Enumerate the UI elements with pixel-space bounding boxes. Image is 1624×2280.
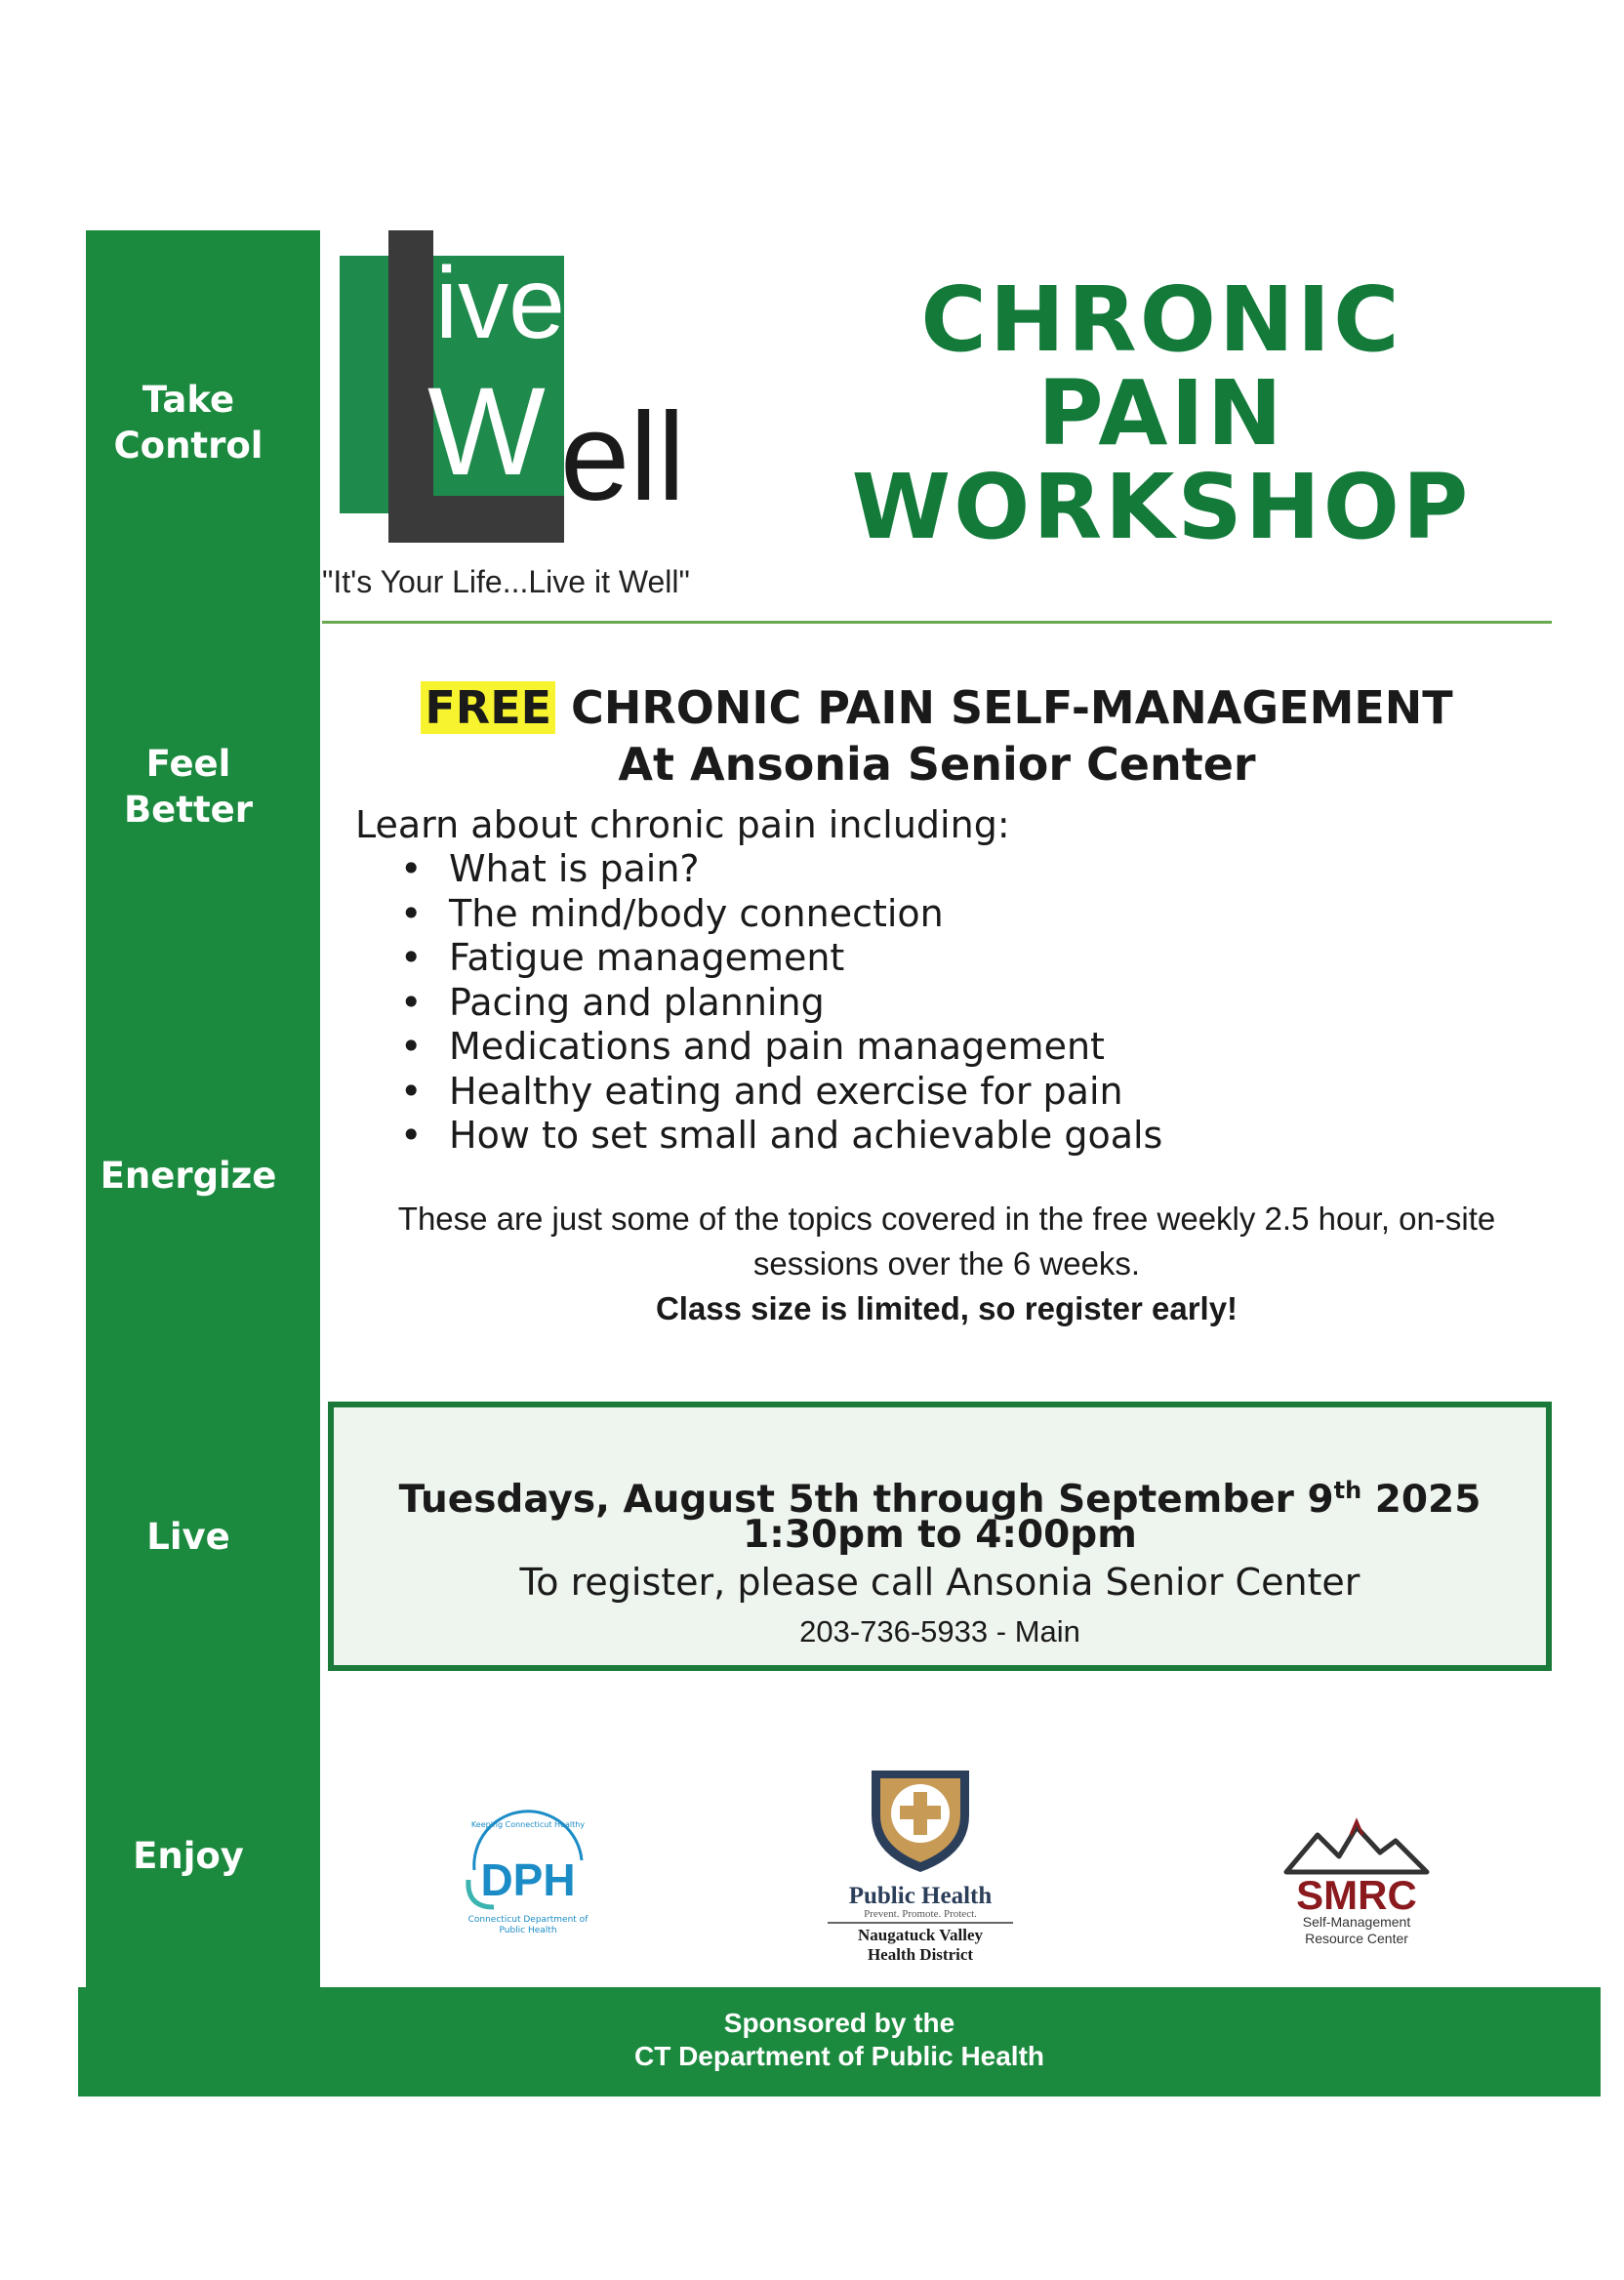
schedule-dates: Tuesdays, August 5th through September 9th 2025	[398, 1477, 1482, 1522]
dph-logo: Keeping Connecticut Healthy DPH Connecticut Department of Public Health	[455, 1810, 601, 1946]
sidebar-word-live: Live	[146, 1516, 230, 1558]
list-item: • How to set small and achievable goals	[400, 1114, 1163, 1157]
list-item: • Medications and pain management	[400, 1025, 1105, 1068]
svg-text:Public Health: Public Health	[848, 1883, 993, 1909]
footer-line-2: CT Department of Public Health	[633, 2041, 1045, 2071]
svg-text:W: W	[427, 362, 546, 502]
svg-text:Health District: Health District	[867, 1945, 974, 1964]
bullet-icon: •	[400, 847, 423, 890]
svg-text:Naugatuck Valley: Naugatuck Valley	[858, 1926, 983, 1944]
title-line-1: CHRONIC	[920, 267, 1402, 372]
list-item: • The mind/body connection	[400, 891, 944, 935]
logo-tagline: "It's Your Life...Live it Well"	[322, 564, 690, 599]
location-line: At Ansonia Senior Center	[618, 738, 1256, 791]
description-paragraph: These are just some of the topics covered in the free weekly 2.5 hour, on-site sessions over the 6 weeks. Class size is limited, so register early!	[332, 1197, 1562, 1331]
svg-text:Self-Management: Self-Management	[1302, 1914, 1411, 1930]
naugatuck-valley-health-district-logo	[818, 1757, 1023, 1972]
schedule-box	[328, 1402, 1552, 1671]
svg-text:SMRC: SMRC	[1296, 1872, 1417, 1918]
list-item: • Pacing and planning	[400, 980, 825, 1024]
live-well-logo	[338, 230, 709, 543]
list-item: • What is pain?	[400, 847, 700, 890]
bullet-icon: •	[400, 936, 423, 979]
free-highlight: FREE	[421, 681, 555, 734]
divider	[322, 621, 1552, 624]
svg-text:Keeping Connecticut Healthy: Keeping Connecticut Healthy	[470, 1820, 586, 1829]
sidebar-word-take-control: Take Control	[113, 379, 264, 467]
sidebar-word-feel-better: Feel Better	[123, 743, 253, 831]
bullet-icon: •	[400, 980, 423, 1024]
bullet-icon: •	[400, 1114, 423, 1157]
register-instructions: To register, please call Ansonia Senior Center	[519, 1561, 1360, 1604]
bullet-icon: •	[400, 1069, 423, 1113]
sidebar-word-energize: Energize	[100, 1155, 277, 1197]
subheading	[322, 679, 1552, 793]
smrc-logo	[1279, 1813, 1435, 1950]
register-early-note: Class size is limited, so register early!	[655, 1290, 1238, 1326]
phone-number: 203-736-5933 - Main	[799, 1614, 1080, 1649]
title-line-2: PAIN	[1037, 361, 1285, 466]
subheading-text: CHRONIC PAIN SELF-MANAGEMENT	[555, 681, 1453, 734]
bullet-icon: •	[400, 891, 423, 935]
intro-text: Learn about chronic pain including:	[355, 803, 1010, 846]
svg-text:DPH: DPH	[480, 1854, 576, 1905]
bullet-icon: •	[400, 1025, 423, 1068]
svg-text:ive: ive	[435, 247, 565, 360]
page-title	[761, 267, 1562, 559]
sponsor-footer	[78, 1987, 1601, 2097]
list-item: • Fatigue management	[400, 936, 845, 979]
sidebar-word-enjoy: Enjoy	[133, 1835, 244, 1877]
topics-list	[400, 847, 1162, 1159]
svg-text:Prevent. Promote. Protect.: Prevent. Promote. Protect.	[864, 1908, 977, 1920]
left-sidebar	[86, 230, 320, 1987]
title-line-3: WORKSHOP	[851, 455, 1472, 559]
list-item: • Healthy eating and exercise for pain	[400, 1069, 1123, 1113]
svg-text:Resource Center: Resource Center	[1305, 1931, 1408, 1946]
svg-text:ell: ell	[560, 387, 686, 527]
footer-line-1: Sponsored by the	[723, 2008, 955, 2038]
schedule-time: 1:30pm to 4:00pm	[743, 1513, 1137, 1557]
